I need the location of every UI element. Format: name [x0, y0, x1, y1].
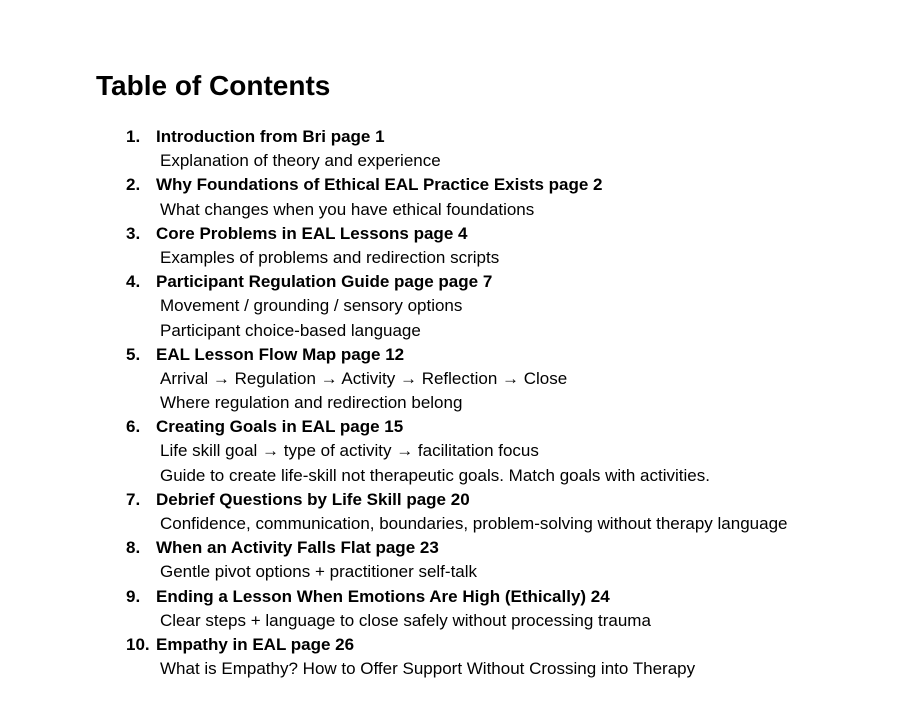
- toc-entry-title: Creating Goals in EAL page 15: [156, 417, 404, 437]
- toc-entry-description: Life skill goal → type of activity → facilitation focus: [160, 441, 539, 461]
- toc-entry: [126, 222, 787, 270]
- toc-entry-heading: [126, 536, 787, 560]
- toc-entry-heading: [126, 488, 787, 512]
- toc-entry-heading: [126, 343, 787, 367]
- toc-entry-description: Clear steps + language to close safely without processing trauma: [160, 610, 651, 630]
- toc-entry: [126, 173, 787, 221]
- toc-entry-description: Participant choice-based language: [160, 320, 421, 340]
- toc-entry-title: Empathy in EAL page 26: [156, 635, 355, 655]
- toc-entry-description: Movement / grounding / sensory options: [160, 296, 463, 316]
- toc-entry-heading: [126, 415, 787, 439]
- toc-entry-description: What changes when you have ethical foundations: [160, 199, 535, 219]
- toc-entry-heading: [126, 125, 787, 149]
- toc-entry-title: When an Activity Falls Flat page 23: [156, 538, 439, 558]
- toc-entry-heading: [126, 173, 787, 197]
- toc-entry-heading: [126, 222, 787, 246]
- toc-entry-number: 10.: [126, 635, 150, 655]
- toc-entry-title: Debrief Questions by Life Skill page 20: [156, 489, 470, 509]
- toc-entry: [126, 270, 787, 343]
- toc-entry-number: 9.: [126, 586, 141, 606]
- toc-entry: [126, 488, 787, 536]
- toc-entry-title: Why Foundations of Ethical EAL Practice Exists page 2: [156, 175, 603, 195]
- toc-entry-heading: [126, 585, 787, 609]
- toc-entry-number: 6.: [126, 417, 141, 437]
- toc-entry-description: Examples of problems and redirection scripts: [160, 247, 500, 267]
- toc-entry-description: Gentle pivot options + practitioner self-talk: [160, 562, 478, 582]
- toc-entry-description: Explanation of theory and experience: [160, 151, 441, 171]
- toc-entry-description: What is Empathy? How to Offer Support Without Crossing into Therapy: [160, 659, 696, 679]
- toc-entry-title: Introduction from Bri page 1: [156, 127, 385, 147]
- toc-entry: [126, 633, 787, 681]
- toc-entry-number: 3.: [126, 223, 141, 243]
- toc-entry-description: Guide to create life-skill not therapeutic goals. Match goals with activities.: [160, 465, 710, 485]
- toc-entry-number: 2.: [126, 175, 141, 195]
- toc-entry-number: 4.: [126, 272, 141, 292]
- toc-entry: [126, 125, 787, 173]
- toc-entry-title: Core Problems in EAL Lessons page 4: [156, 223, 468, 243]
- toc-entry-number: 1.: [126, 127, 141, 147]
- toc-entry-title: Ending a Lesson When Emotions Are High (Ethically) 24: [156, 586, 610, 606]
- toc-entry-description: Where regulation and redirection belong: [160, 393, 463, 413]
- toc-entry-heading: [126, 633, 787, 657]
- toc-entry-description: Confidence, communication, boundaries, problem-solving without therapy language: [160, 514, 788, 533]
- toc-entry: [126, 585, 787, 633]
- toc-entry-number: 5.: [126, 344, 141, 364]
- page-title: Table of Contents: [96, 70, 331, 101]
- toc-entry-description: Arrival → Regulation → Activity → Reflection → Close: [160, 368, 568, 388]
- toc-entry-number: 7.: [126, 489, 141, 509]
- toc-entry: [126, 536, 787, 584]
- toc-entry-title: Participant Regulation Guide page page 7: [156, 272, 493, 292]
- toc-entry-heading: [126, 270, 787, 294]
- toc-entry: [126, 415, 787, 488]
- toc-entry-number: 8.: [126, 538, 141, 558]
- toc-list: [126, 125, 787, 681]
- toc-entry: [126, 343, 787, 416]
- toc-entry-title: EAL Lesson Flow Map page 12: [156, 344, 405, 364]
